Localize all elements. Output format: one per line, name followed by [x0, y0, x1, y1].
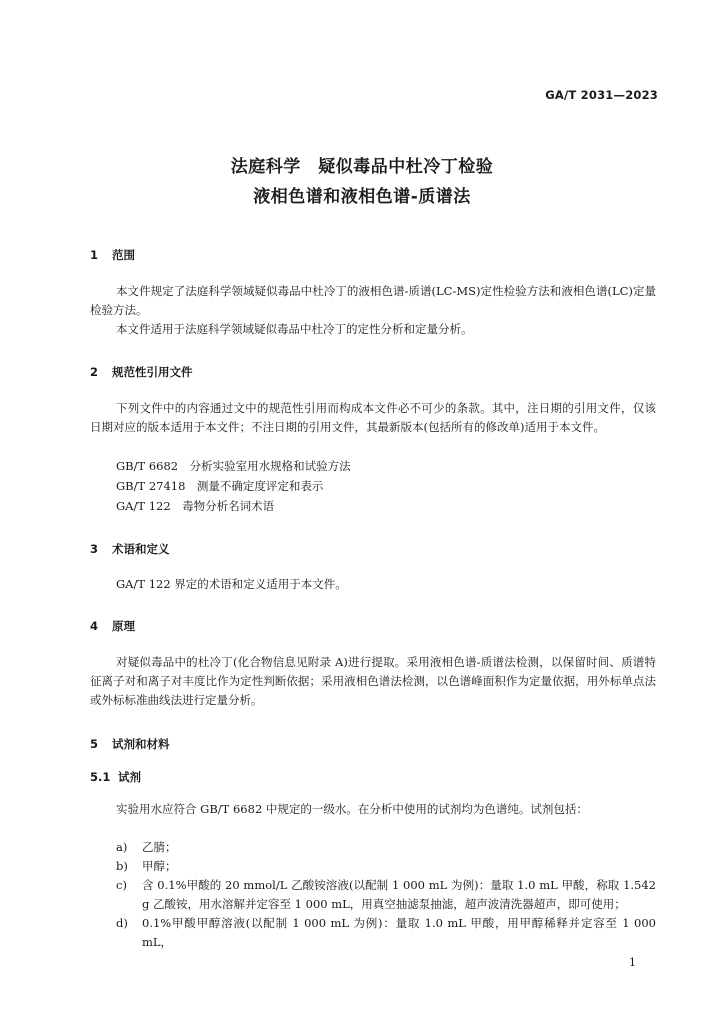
reference-code: GB/T 27418	[116, 479, 186, 493]
document-title-line-2: 液相色谱和液相色谱-质谱法	[253, 187, 471, 207]
section-number: 1	[90, 248, 99, 262]
page-number: 1	[629, 956, 636, 969]
section-3-body	[90, 575, 656, 594]
section-title: 试剂和材料	[112, 737, 170, 751]
reagent-list	[116, 838, 656, 952]
list-item-text: 乙腈；	[142, 840, 177, 854]
section-title: 术语和定义	[112, 542, 170, 556]
list-item-text: 0.1%甲酸甲醇溶液(以配制 1 000 mL 为例)：量取 1.0 mL 甲酸，用甲醇稀释并定容至 1 000 mL，	[142, 916, 656, 949]
section-number: 2	[90, 365, 99, 379]
section-title: 原理	[112, 619, 135, 633]
list-marker: c)	[116, 878, 127, 892]
reference-name: 毒物分析名词术语	[182, 499, 275, 513]
section-1-heading	[90, 247, 135, 263]
subsection-5-1-heading	[90, 769, 141, 785]
paragraph: 实验用水应符合 GB/T 6682 中规定的一级水。在分析中使用的试剂均为色谱纯。试剂包括：	[116, 802, 588, 816]
section-5-heading	[90, 736, 170, 752]
reference-item	[116, 457, 351, 476]
list-marker: b)	[116, 859, 128, 873]
section-4-heading	[90, 618, 135, 634]
list-item	[116, 876, 656, 914]
section-2-heading	[90, 364, 193, 380]
list-item	[116, 857, 656, 876]
paragraph: GA/T 122 界定的术语和定义适用于本文件。	[116, 577, 347, 591]
list-marker: d)	[116, 916, 128, 930]
reference-name: 分析实验室用水规格和试验方法	[189, 459, 351, 473]
list-marker: a)	[116, 840, 128, 854]
reference-code: GB/T 6682	[116, 459, 179, 473]
list-item-text: 甲醇；	[142, 859, 177, 873]
section-number: 5	[90, 737, 99, 751]
reference-item	[116, 497, 274, 516]
section-title: 规范性引用文件	[112, 365, 193, 379]
section-number: 3	[90, 542, 99, 556]
reference-item	[116, 477, 323, 496]
reference-name: 测量不确定度评定和表示	[196, 479, 324, 493]
subsection-title: 试剂	[118, 770, 141, 784]
section-title: 范围	[112, 248, 135, 262]
paragraph: 本文件规定了法庭科学领域疑似毒品中杜冷丁的液相色谱-质谱(LC-MS)定性检验方法和液相色谱(LC)定量检验方法。	[90, 284, 656, 317]
paragraph: 下列文件中的内容通过文中的规范性引用而构成本文件必不可少的条款。其中，注日期的引用文件，仅该日期对应的版本适用于本文件；不注日期的引用文件，其最新版本(包括所有的修改单)适用于本文件。	[90, 401, 656, 434]
list-item-text: 含 0.1%甲酸的 20 mmol/L 乙酸铵溶液(以配制 1 000 mL 为例)：量取 1.0 mL 甲酸，称取 1.542 g 乙酸铵，用水溶解并定容至 1 000 mL，用真空抽滤泵抽滤，超声波清洗器超声，即可使用；	[142, 878, 656, 911]
section-3-heading	[90, 541, 170, 557]
section-1-body	[90, 282, 656, 339]
standard-code: GA/T 2031—2023	[545, 88, 658, 102]
paragraph: 对疑似毒品中的杜冷丁(化合物信息见附录 A)进行提取。采用液相色谱-质谱法检测，以保留时间、质谱特征离子对和离子对丰度比作为定性判断依据；采用液相色谱法检测，以色谱峰面积作为定量依据，用外标单点法或外标标准曲线法进行定量分析。	[90, 655, 656, 707]
subsection-5-1-body	[90, 800, 656, 819]
section-number: 4	[90, 619, 99, 633]
reference-code: GA/T 122	[116, 499, 171, 513]
subsection-number: 5.1	[90, 770, 111, 784]
document-title-line-1: 法庭科学 疑似毒品中杜冷丁检验	[230, 157, 494, 177]
list-item	[116, 838, 656, 857]
section-4-body	[90, 653, 656, 710]
paragraph: 本文件适用于法庭科学领域疑似毒品中杜冷丁的定性分析和定量分析。	[116, 322, 473, 336]
list-item	[116, 914, 656, 952]
section-2-body	[90, 399, 656, 437]
